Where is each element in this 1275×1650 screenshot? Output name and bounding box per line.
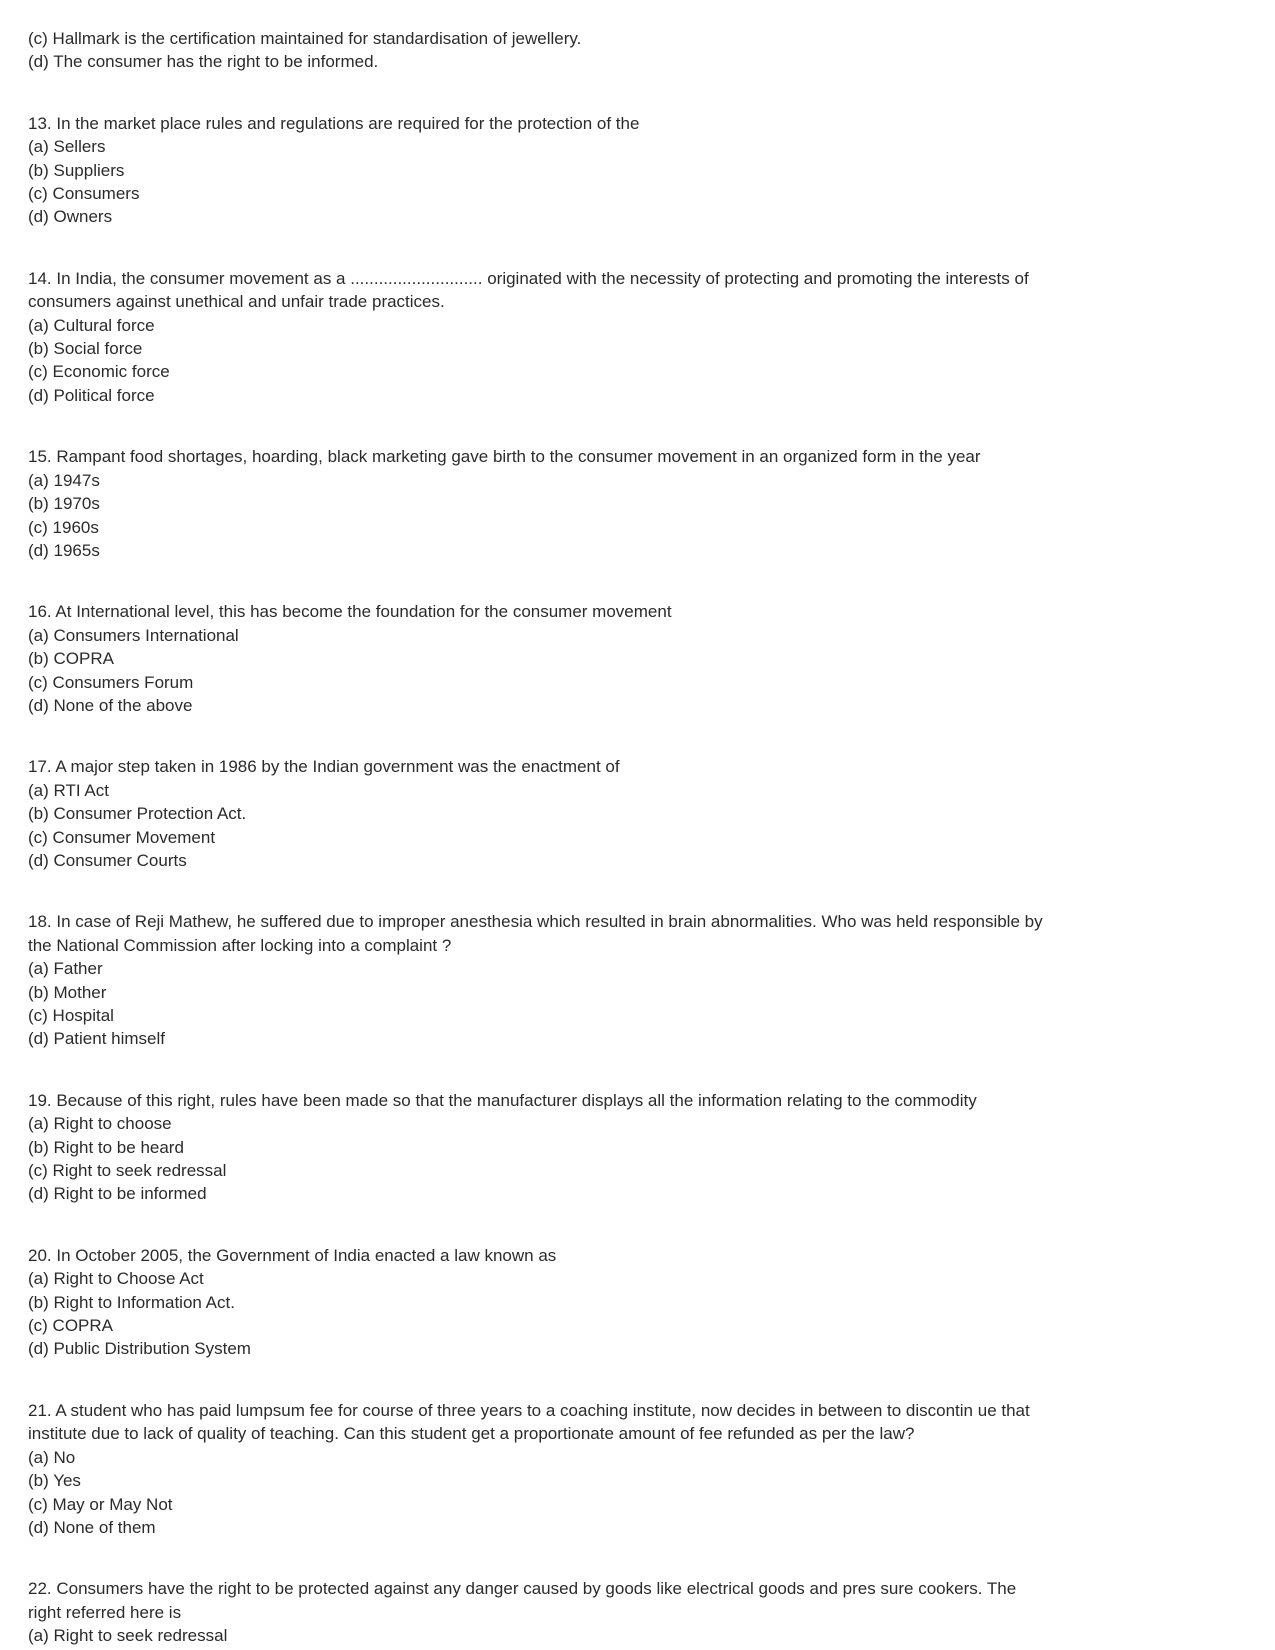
option-line: (a) Right to seek redressal	[28, 1626, 228, 1646]
question-text: 21. A student who has paid lumpsum fee for course of three years to a coaching institute, now decides in between to discontin ue that	[28, 1400, 1030, 1420]
option-line: (d) None of the above	[28, 695, 193, 715]
question-text: 14. In India, the consumer movement as a ............................ originated with the necessity of protecting and promoting the interests of	[28, 268, 1029, 288]
option-line: (c) COPRA	[28, 1316, 113, 1336]
question-block-13	[28, 112, 1249, 229]
question-text: institute due to lack of quality of teaching. Can this student get a proportionate amount of fee refunded as per the law?	[28, 1424, 915, 1444]
question-block-20	[28, 1244, 1249, 1361]
question-block-14	[28, 267, 1249, 407]
question-text: 18. In case of Reji Mathew, he suffered due to improper anesthesia which resulted in brain abnormalities. Who was held responsible by	[28, 912, 1043, 932]
question-block-17	[28, 755, 1249, 872]
option-line: (b) COPRA	[28, 649, 114, 669]
question-block-19	[28, 1089, 1249, 1206]
option-line: (a) Cultural force	[28, 315, 155, 335]
option-line: (b) Consumer Protection Act.	[28, 804, 247, 824]
option-line: (a) Right to choose	[28, 1114, 172, 1134]
option-line: (c) Right to seek redressal	[28, 1161, 227, 1181]
option-line: (c) Hallmark is the certification maintained for standardisation of jewellery.	[28, 29, 582, 48]
option-line: (a) Consumers International	[28, 625, 239, 645]
option-line: (d) Public Distribution System	[28, 1339, 251, 1359]
option-line: (d) 1965s	[28, 540, 100, 560]
question-text: consumers against unethical and unfair trade practices.	[28, 292, 445, 312]
option-line: (b) Yes	[28, 1471, 81, 1491]
option-line: (d) The consumer has the right to be informed.	[28, 52, 379, 72]
question-text: 22. Consumers have the right to be protected against any danger caused by goods like electrical goods and pres sure cookers. The	[28, 1579, 1017, 1599]
option-line: (a) Father	[28, 959, 103, 979]
option-line: (b) Suppliers	[28, 160, 125, 180]
option-line: (b) Right to be heard	[28, 1137, 184, 1157]
question-block-15	[28, 445, 1249, 562]
option-line: (a) Right to Choose Act	[28, 1269, 204, 1289]
option-line: (b) Social force	[28, 339, 143, 359]
option-line: (d) Political force	[28, 385, 155, 405]
question-text: 13. In the market place rules and regulations are required for the protection of the	[28, 113, 640, 133]
option-line: (c) Consumers	[28, 184, 140, 204]
question-block-18	[28, 910, 1249, 1050]
option-line: (c) May or May Not	[28, 1494, 173, 1514]
question-text: 17. A major step taken in 1986 by the Indian government was the enactment of	[28, 757, 620, 777]
option-line: (a) RTI Act	[28, 780, 109, 800]
question-text: 15. Rampant food shortages, hoarding, black marketing gave birth to the consumer movement in an organized form in the year	[28, 447, 981, 467]
question-block-16	[28, 600, 1249, 717]
question-text: 19. Because of this right, rules have been made so that the manufacturer displays all the information relating to the commodity	[28, 1090, 977, 1110]
option-line: (a) No	[28, 1447, 76, 1467]
option-line: (c) Economic force	[28, 362, 170, 382]
option-line: (b) 1970s	[28, 494, 100, 514]
option-line: (a) 1947s	[28, 470, 100, 490]
option-line: (a) Sellers	[28, 137, 106, 157]
question-block-partial	[28, 27, 1249, 74]
question-text: 16. At International level, this has become the foundation for the consumer movement	[28, 602, 672, 622]
option-line: (d) Owners	[28, 207, 113, 227]
option-line: (b) Mother	[28, 982, 107, 1002]
question-block-21	[28, 1399, 1249, 1539]
question-block-22	[28, 1577, 1249, 1647]
option-line: (d) Patient himself	[28, 1029, 165, 1049]
option-line: (b) Right to Information Act.	[28, 1292, 235, 1312]
option-line: (d) None of them	[28, 1517, 156, 1537]
option-line: (c) Hospital	[28, 1006, 114, 1025]
question-text: the National Commission after locking into a complaint ?	[28, 935, 452, 955]
option-line: (c) Consumers Forum	[28, 672, 194, 692]
question-text: 20. In October 2005, the Government of India enacted a law known as	[28, 1245, 557, 1265]
option-line: (c) 1960s	[28, 517, 99, 537]
option-line: (d) Consumer Courts	[28, 850, 187, 870]
option-line: (c) Consumer Movement	[28, 827, 216, 847]
question-text: right referred here is	[28, 1602, 182, 1622]
option-line: (d) Right to be informed	[28, 1184, 207, 1204]
